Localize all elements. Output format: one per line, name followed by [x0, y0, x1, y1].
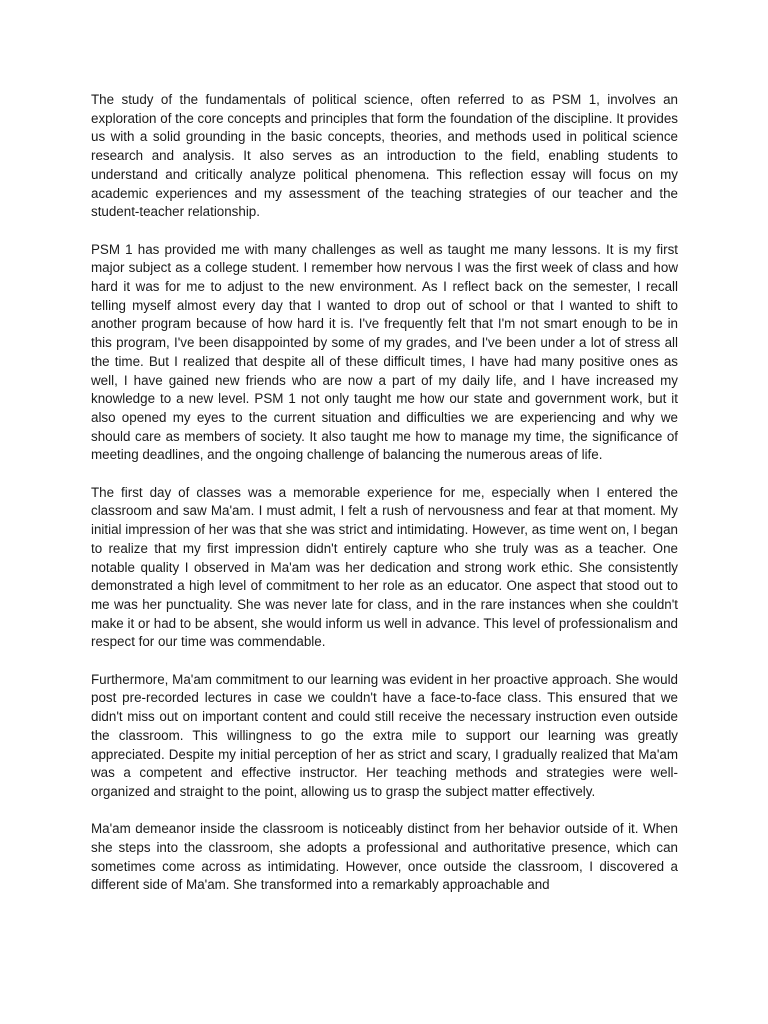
paragraph-commitment: Furthermore, Ma'am commitment to our learning was evident in her proactive approach. She would post pre-recorded lectures in case we couldn't have a face-to-face class. This ensured that we didn't miss out on important content and could still receive the necessary instruction even outside the classroom. This willingness to go the extra mile to support our learning was greatly appreciated. Despite my initial perception of her as strict and scary, I gradually realized that Ma'am was a competent and effective instructor. Her teaching methods and strategies were well-organized and straight to the point, allowing us to grasp the subject matter effectively.: [91, 671, 678, 799]
paragraph-challenges: PSM 1 has provided me with many challenges as well as taught me many lessons. It is my first major subject as a college student. I remember how nervous I was the first week of class and how hard it was for me to adjust to the new environment. As I reflect back on the semester, I recall telling myself almost every day that I wanted to drop out of school or that I wanted to shift to another program because of how hard it is. I've frequently felt that I'm not smart enough to be in this program, I've been disappointed by some of my grades, and I've been under a lot of stress all the time. But I realized that despite all of these difficult times, I have had many positive ones as well, I have gained new friends who are now a part of my daily life, and I have increased my knowledge to a new level. PSM 1 not only taught me how our state and government work, but it also opened my eyes to the current situation and difficulties we are experiencing and why we should care as members of society. It also taught me how to manage my time, the significance of meeting deadlines, and the ongoing challenge of balancing the numerous areas of life.: [91, 241, 678, 463]
paragraph-first-day: The first day of classes was a memorable experience for me, especially when I entered the classroom and saw Ma'am. I must admit, I felt a rush of nervousness and fear at that moment. My initial impression of her was that she was strict and intimidating. However, as time went on, I began to realize that my first impression didn't entirely capture who she truly was as a teacher. One notable quality I observed in Ma'am was her dedication and strong work ethic. She consistently demonstrated a high level of commitment to her role as an educator. One aspect that stood out to me was her punctuality. She was never late for class, and in the rare instances when she couldn't make it or had to be absent, she would inform us well in advance. This level of professionalism and respect for our time was commendable.: [91, 484, 678, 650]
paragraph-demeanor: Ma'am demeanor inside the classroom is noticeably distinct from her behavior outside of it. When she steps into the classroom, she adopts a professional and authoritative presence, which can sometimes come across as intimidating. However, once outside the classroom, I discovered a different side of Ma'am. She transformed into a remarkably approachable and: [91, 821, 678, 893]
paragraph-introduction: The study of the fundamentals of political science, often referred to as PSM 1, involves an exploration of the core concepts and principles that form the foundation of the discipline. It provides us with a solid grounding in the basic concepts, theories, and methods used in political science research and analysis. It also serves as an introduction to the field, enabling students to understand and critically analyze political phenomena. This reflection essay will focus on my academic experiences and my assessment of the teaching strategies of our teacher and the student-teacher relationship.: [91, 92, 678, 220]
essay-body: [91, 91, 678, 895]
